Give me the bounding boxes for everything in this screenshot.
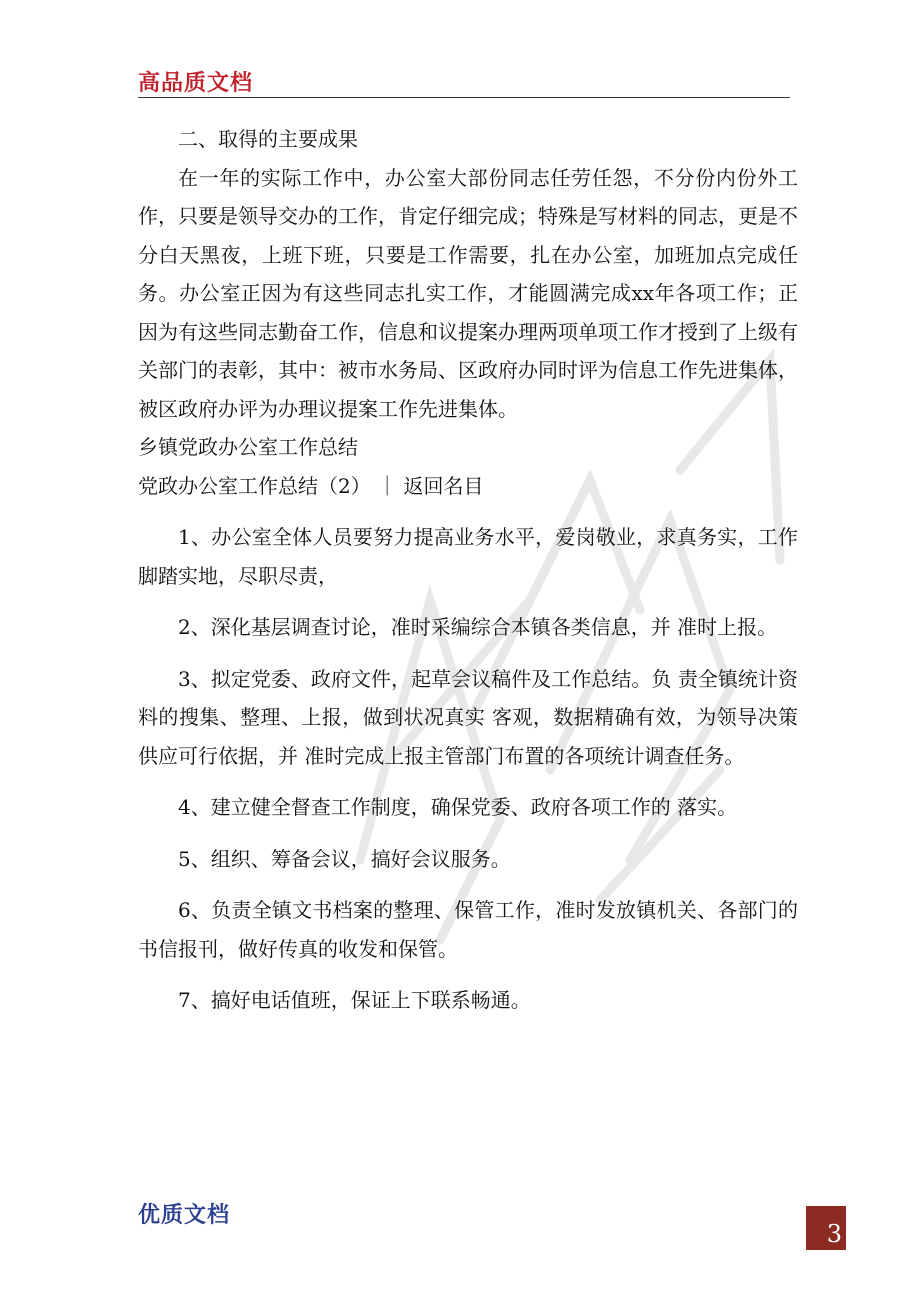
list-item: 3、拟定党委、政府文件，起草会议稿件及工作总结。负 责全镇统计资料的搜集、整理、上报，做到状况真实 客观，数据精确有效，为领导决策供应可行依据，并 准时完成上报主管部门布置的各项统计调查任务。 <box>138 666 798 768</box>
section-heading: 二、取得的主要成果 <box>178 127 358 151</box>
doc-title: 乡镇党政办公室工作总结 <box>138 435 358 459</box>
header-title: 高品质文档 <box>138 71 254 96</box>
list-item: 6、负责全镇文书档案的整理、保管工作，准时发放镇机关、各部门的书信报刊，做好传真的收发和保管。 <box>138 898 798 961</box>
doc-subtitle-nav[interactable]: 党政办公室工作总结（2） ｜ 返回名目 <box>138 473 484 498</box>
list-item: 2、深化基层调查讨论，准时采编综合本镇各类信息，并 准时上报。 <box>178 615 778 639</box>
footer-title: 优质文档 <box>138 1203 231 1228</box>
list-item: 5、组织、筹备会议，搞好会议服务。 <box>178 846 511 871</box>
page-number-badge <box>806 1206 846 1250</box>
paragraph: 在一年的实际工作中，办公室大部份同志任劳任怨，不分份内份外工作，只要是领导交办的工作，肯定仔细完成；特殊是写材料的同志，更是不分白天黑夜，上班下班，只要是工作需要，扎在办公室，加班加点完成任务。办公室正因为有这些同志扎实工作，才能圆满完成xx年各项工作；正因为有这些同志勤奋工作，信息和议提案办理两项单项工作才授到了上级有关部门的表彰，其中：被市水务局、区政府办同时评为信息工作先进集体，被区政府办评为办理议提案工作先进集体。 <box>138 165 798 421</box>
list-item: 1、办公室全体人员要努力提高业务水平，爱岗敬业，求真务实，工作脚踏实地，尽职尽责， <box>138 525 798 588</box>
page-number: 3 <box>826 1220 842 1248</box>
document-body <box>138 120 798 1020</box>
list-item: 4、建立健全督查工作制度，确保党委、政府各项工作的 落实。 <box>178 795 738 819</box>
header-rule <box>138 97 790 98</box>
list-item: 7、搞好电话值班，保证上下联系畅通。 <box>178 988 531 1012</box>
